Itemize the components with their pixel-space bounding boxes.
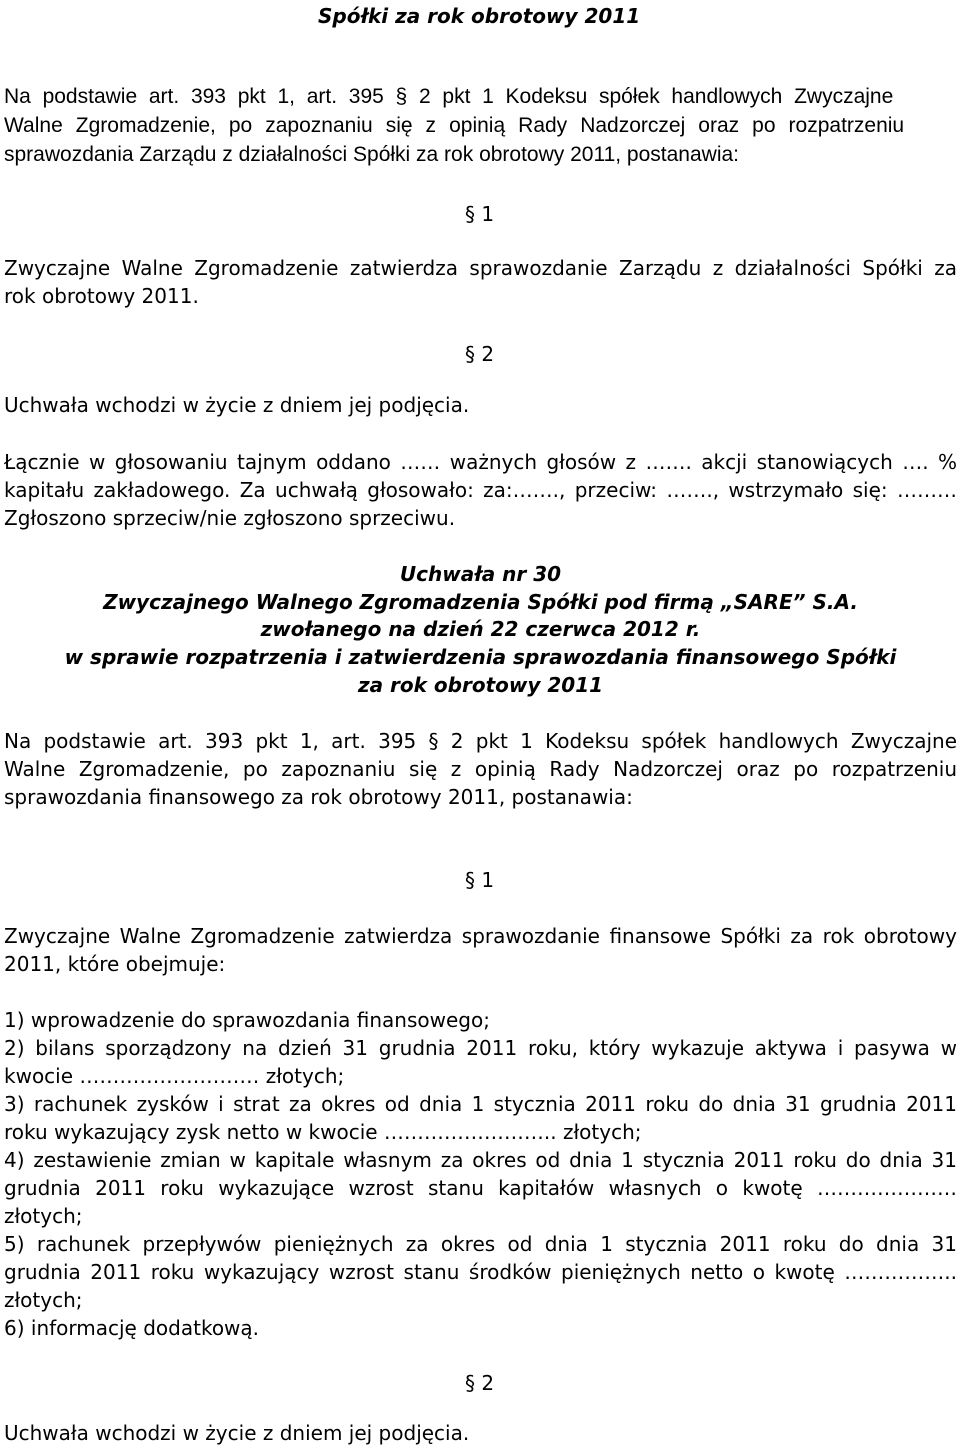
vote-line-1: Łącznie w głosowaniu tajnym oddano …… ważnych głosów z ……. akcji stanowiących …. %: [4, 450, 957, 474]
vote-line-3: Zgłoszono sprzeciw/nie zgłoszono sprzeciwu.: [4, 506, 456, 530]
list-item-3-line-1: 3) rachunek zysków i strat za okres od dnia 1 stycznia 2011 roku do dnia 31 grudnia 2011: [4, 1092, 957, 1116]
list-item-1: 1) wprowadzenie do sprawozdania finansowego;: [4, 1008, 490, 1032]
list-item-4-line-3: złotych;: [4, 1204, 83, 1228]
resolution-section-1-heading: § 1: [465, 868, 495, 892]
resolution-body: Zwyczajnego Walnego Zgromadzenia Spółki pod firmą „SARE” S.A.: [103, 590, 858, 614]
list-item-5-line-3: złotych;: [4, 1288, 83, 1312]
resolution-date: zwołanego na dzień 22 czerwca 2012 r.: [260, 617, 701, 641]
basis-line-3: sprawozdania Zarządu z działalności Spółki za rok obrotowy 2011, postanawia:: [4, 143, 740, 166]
resolution-section-2-text: Uchwała wchodzi w życie z dniem jej podjęcia.: [4, 1421, 470, 1445]
list-item-6: 6) informację dodatkową.: [4, 1316, 260, 1340]
section-1-line-1: Zwyczajne Walne Zgromadzenie zatwierdza sprawozdanie Zarządu z działalności Spółki za: [4, 256, 957, 280]
list-item-3-line-2: roku wykazujący zysk netto w kwocie …………………….. złotych;: [4, 1120, 642, 1144]
list-item-4-line-2: grudnia 2011 roku wykazujące wzrost stanu kapitałów własnych o kwotę …………………: [4, 1176, 957, 1200]
list-item-4-line-1: 4) zestawienie zmian w kapitale własnym za okres od dnia 1 stycznia 2011 roku do dnia 31: [4, 1148, 957, 1172]
list-item-2-line-1: 2) bilans sporządzony na dzień 31 grudnia 2011 roku, który wykazuje aktywa i pasywa w: [4, 1036, 957, 1060]
basis-line-2: Walne Zgromadzenie, po zapoznaniu się z opinią Rady Nadzorczej oraz po rozpatrzeniu: [4, 114, 905, 137]
resolution-section-1-line-1: Zwyczajne Walne Zgromadzenie zatwierdza sprawozdanie finansowe Spółki za rok obrotowy: [4, 924, 957, 948]
section-2-heading: § 2: [465, 342, 495, 366]
resolution-number: Uchwała nr 30: [399, 562, 562, 586]
section-1-line-2: rok obrotowy 2011.: [4, 284, 199, 308]
list-item-2-line-2: kwocie ……………………… złotych;: [4, 1064, 345, 1088]
page-title: Spółki za rok obrotowy 2011: [318, 4, 641, 28]
vote-line-2: kapitału zakładowego. Za uchwałą głosowało: za:……., przeciw: ……., wstrzymało się: ………: [4, 478, 957, 502]
section-2-text: Uchwała wchodzi w życie z dniem jej podjęcia.: [4, 393, 470, 417]
resolution-basis-line-2: Walne Zgromadzenie, po zapoznaniu się z opinią Rady Nadzorczej oraz po rozpatrzeniu: [4, 757, 957, 781]
section-1-heading: § 1: [465, 202, 495, 226]
basis-line-1: Na podstawie art. 393 pkt 1, art. 395 § 2 pkt 1 Kodeksu spółek handlowych Zwyczajne: [4, 85, 894, 108]
resolution-section-1-line-2: 2011, które obejmuje:: [4, 952, 226, 976]
resolution-section-2-heading: § 2: [465, 1371, 495, 1395]
resolution-year: za rok obrotowy 2011: [357, 673, 604, 697]
resolution-basis-line-1: Na podstawie art. 393 pkt 1, art. 395 § 2 pkt 1 Kodeksu spółek handlowych Zwyczajne: [4, 729, 957, 753]
list-item-5-line-2: grudnia 2011 roku wykazujący wzrost stanu środków pieniężnych netto o kwotę ……………..: [4, 1260, 957, 1284]
resolution-subject: w sprawie rozpatrzenia i zatwierdzenia sprawozdania finansowego Spółki: [64, 645, 897, 669]
list-item-5-line-1: 5) rachunek przepływów pieniężnych za okres od dnia 1 stycznia 2011 roku do dnia 31: [4, 1232, 957, 1256]
resolution-basis-line-3: sprawozdania finansowego za rok obrotowy 2011, postanawia:: [4, 785, 633, 809]
